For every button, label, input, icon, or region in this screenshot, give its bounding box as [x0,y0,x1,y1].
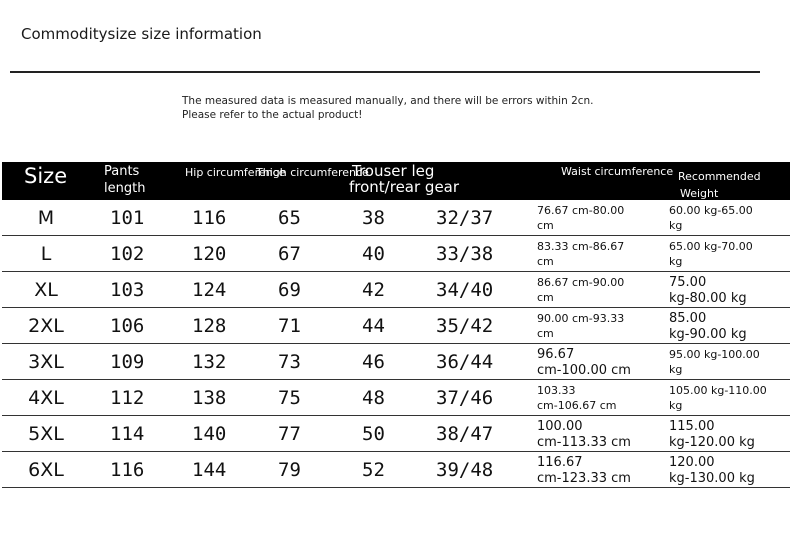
cell-gear: 37/46 [436,387,494,409]
cell-waist [537,419,652,451]
cell-gear: 32/37 [436,207,494,229]
cell-hip: 120 [192,243,227,265]
cell-weight [669,383,784,413]
cell-trouser-leg: 48 [362,387,385,409]
cell-pants-length: 101 [110,207,145,229]
cell-pants-length: 112 [110,387,145,409]
weight-line-1: 65.00 kg-70.00 [669,240,753,253]
table-row [2,380,790,416]
cell-thigh: 77 [278,423,301,445]
weight-line-2: kg [669,399,683,412]
cell-pants-length: 116 [110,459,145,481]
cell-hip: 138 [192,387,227,409]
weight-line-1: 115.00 [669,419,715,434]
cell-trouser-leg: 40 [362,243,385,265]
cell-hip: 140 [192,423,227,445]
cell-weight [669,203,784,233]
waist-line-2: cm-113.33 cm [537,435,631,450]
cell-pants-length: 109 [110,351,145,373]
cell-trouser-leg: 38 [362,207,385,229]
weight-line-2: kg [669,363,683,376]
weight-line-2: kg-80.00 kg [669,291,747,306]
cell-size: L [40,243,52,265]
waist-line-2: cm-106.67 cm [537,399,617,412]
cell-hip: 124 [192,279,227,301]
cell-pants-length: 114 [110,423,145,445]
cell-thigh: 73 [278,351,301,373]
cell-gear: 36/44 [436,351,494,373]
note-line-1: The measured data is measured manually, and there will be errors within 2cn. [182,95,594,107]
waist-line-1: 116.67 [537,455,583,470]
cell-hip: 132 [192,351,227,373]
table-row [2,272,790,308]
cell-weight [669,311,784,343]
cell-waist [537,311,652,341]
header-pants-line-2: length [104,181,146,196]
header-size: Size [24,164,68,188]
size-table-body [0,200,790,488]
waist-line-1: 83.33 cm-86.67 [537,240,625,253]
cell-size: 5XL [28,423,64,445]
cell-waist [537,383,652,413]
table-row [2,344,790,380]
header-recommended-weight [678,168,761,202]
header-rec-line-2: Weight [680,187,719,200]
cell-size: 2XL [28,315,64,337]
cell-pants-length: 103 [110,279,145,301]
table-header [2,162,790,200]
weight-line-1: 120.00 [669,455,715,470]
cell-trouser-leg: 50 [362,423,385,445]
weight-line-1: 75.00 [669,275,707,290]
page-title: Commoditysize size information [21,25,262,43]
waist-line-1: 76.67 cm-80.00 [537,204,625,217]
waist-line-2: cm [537,255,554,268]
cell-size: 4XL [28,387,64,409]
cell-waist [537,347,652,379]
weight-line-1: 60.00 kg-65.00 [669,204,753,217]
table-row [2,452,790,488]
cell-trouser-leg: 44 [362,315,385,337]
table-row [2,236,790,272]
cell-trouser-leg: 42 [362,279,385,301]
cell-gear: 39/48 [436,459,494,481]
header-leg-line-2: front/rear gear [349,178,460,196]
cell-gear: 33/38 [436,243,494,265]
cell-pants-length: 106 [110,315,145,337]
weight-line-2: kg-90.00 kg [669,327,747,342]
weight-line-2: kg-130.00 kg [669,471,755,486]
cell-waist [537,455,652,487]
cell-thigh: 65 [278,207,301,229]
cell-thigh: 71 [278,315,301,337]
cell-gear: 34/40 [436,279,494,301]
weight-line-1: 95.00 kg-100.00 [669,348,760,361]
cell-size: 3XL [28,351,64,373]
cell-size: M [37,207,55,229]
waist-line-1: 90.00 cm-93.33 [537,312,625,325]
cell-waist [537,275,652,305]
cell-waist [537,239,652,269]
cell-size: 6XL [28,459,64,481]
header-leg-line-1: Trouser leg [352,162,435,180]
weight-line-1: 105.00 kg-110.00 [669,384,767,397]
cell-thigh: 69 [278,279,301,301]
cell-gear: 38/47 [436,423,494,445]
header-trouser-leg [349,163,459,195]
table-row [2,308,790,344]
cell-waist [537,203,652,233]
cell-gear: 35/42 [436,315,494,337]
cell-hip: 116 [192,207,227,229]
cell-weight [669,239,784,269]
weight-line-2: kg [669,219,683,232]
waist-line-1: 100.00 [537,419,583,434]
table-row [2,200,790,236]
header-thigh: Thigh circumference [256,166,369,179]
weight-line-1: 85.00 [669,311,707,326]
header-hip: Hip circumference [185,166,286,179]
cell-weight [669,347,784,377]
cell-weight [669,419,784,451]
waist-line-1: 86.67 cm-90.00 [537,276,625,289]
cell-trouser-leg: 46 [362,351,385,373]
cell-hip: 128 [192,315,227,337]
cell-thigh: 79 [278,459,301,481]
measurement-note [182,94,594,122]
cell-thigh: 75 [278,387,301,409]
header-pants-line-1: Pants [104,164,140,179]
waist-line-2: cm [537,219,554,232]
header-pants-length [104,163,145,197]
cell-thigh: 67 [278,243,301,265]
weight-line-2: kg-120.00 kg [669,435,755,450]
note-line-2: Please refer to the actual product! [182,109,363,121]
cell-size: XL [34,279,58,301]
title-divider [10,71,760,73]
header-rec-line-1: Recommended [678,170,761,183]
table-row [2,416,790,452]
waist-line-2: cm-100.00 cm [537,363,631,378]
header-waist: Waist circumference [561,165,674,178]
cell-weight [669,275,784,307]
cell-weight [669,455,784,487]
waist-line-1: 103.33 [537,384,576,397]
waist-line-2: cm-123.33 cm [537,471,631,486]
waist-line-2: cm [537,291,554,304]
waist-line-1: 96.67 [537,347,575,362]
cell-hip: 144 [192,459,227,481]
weight-line-2: kg [669,255,683,268]
waist-line-2: cm [537,327,554,340]
cell-trouser-leg: 52 [362,459,385,481]
cell-pants-length: 102 [110,243,145,265]
